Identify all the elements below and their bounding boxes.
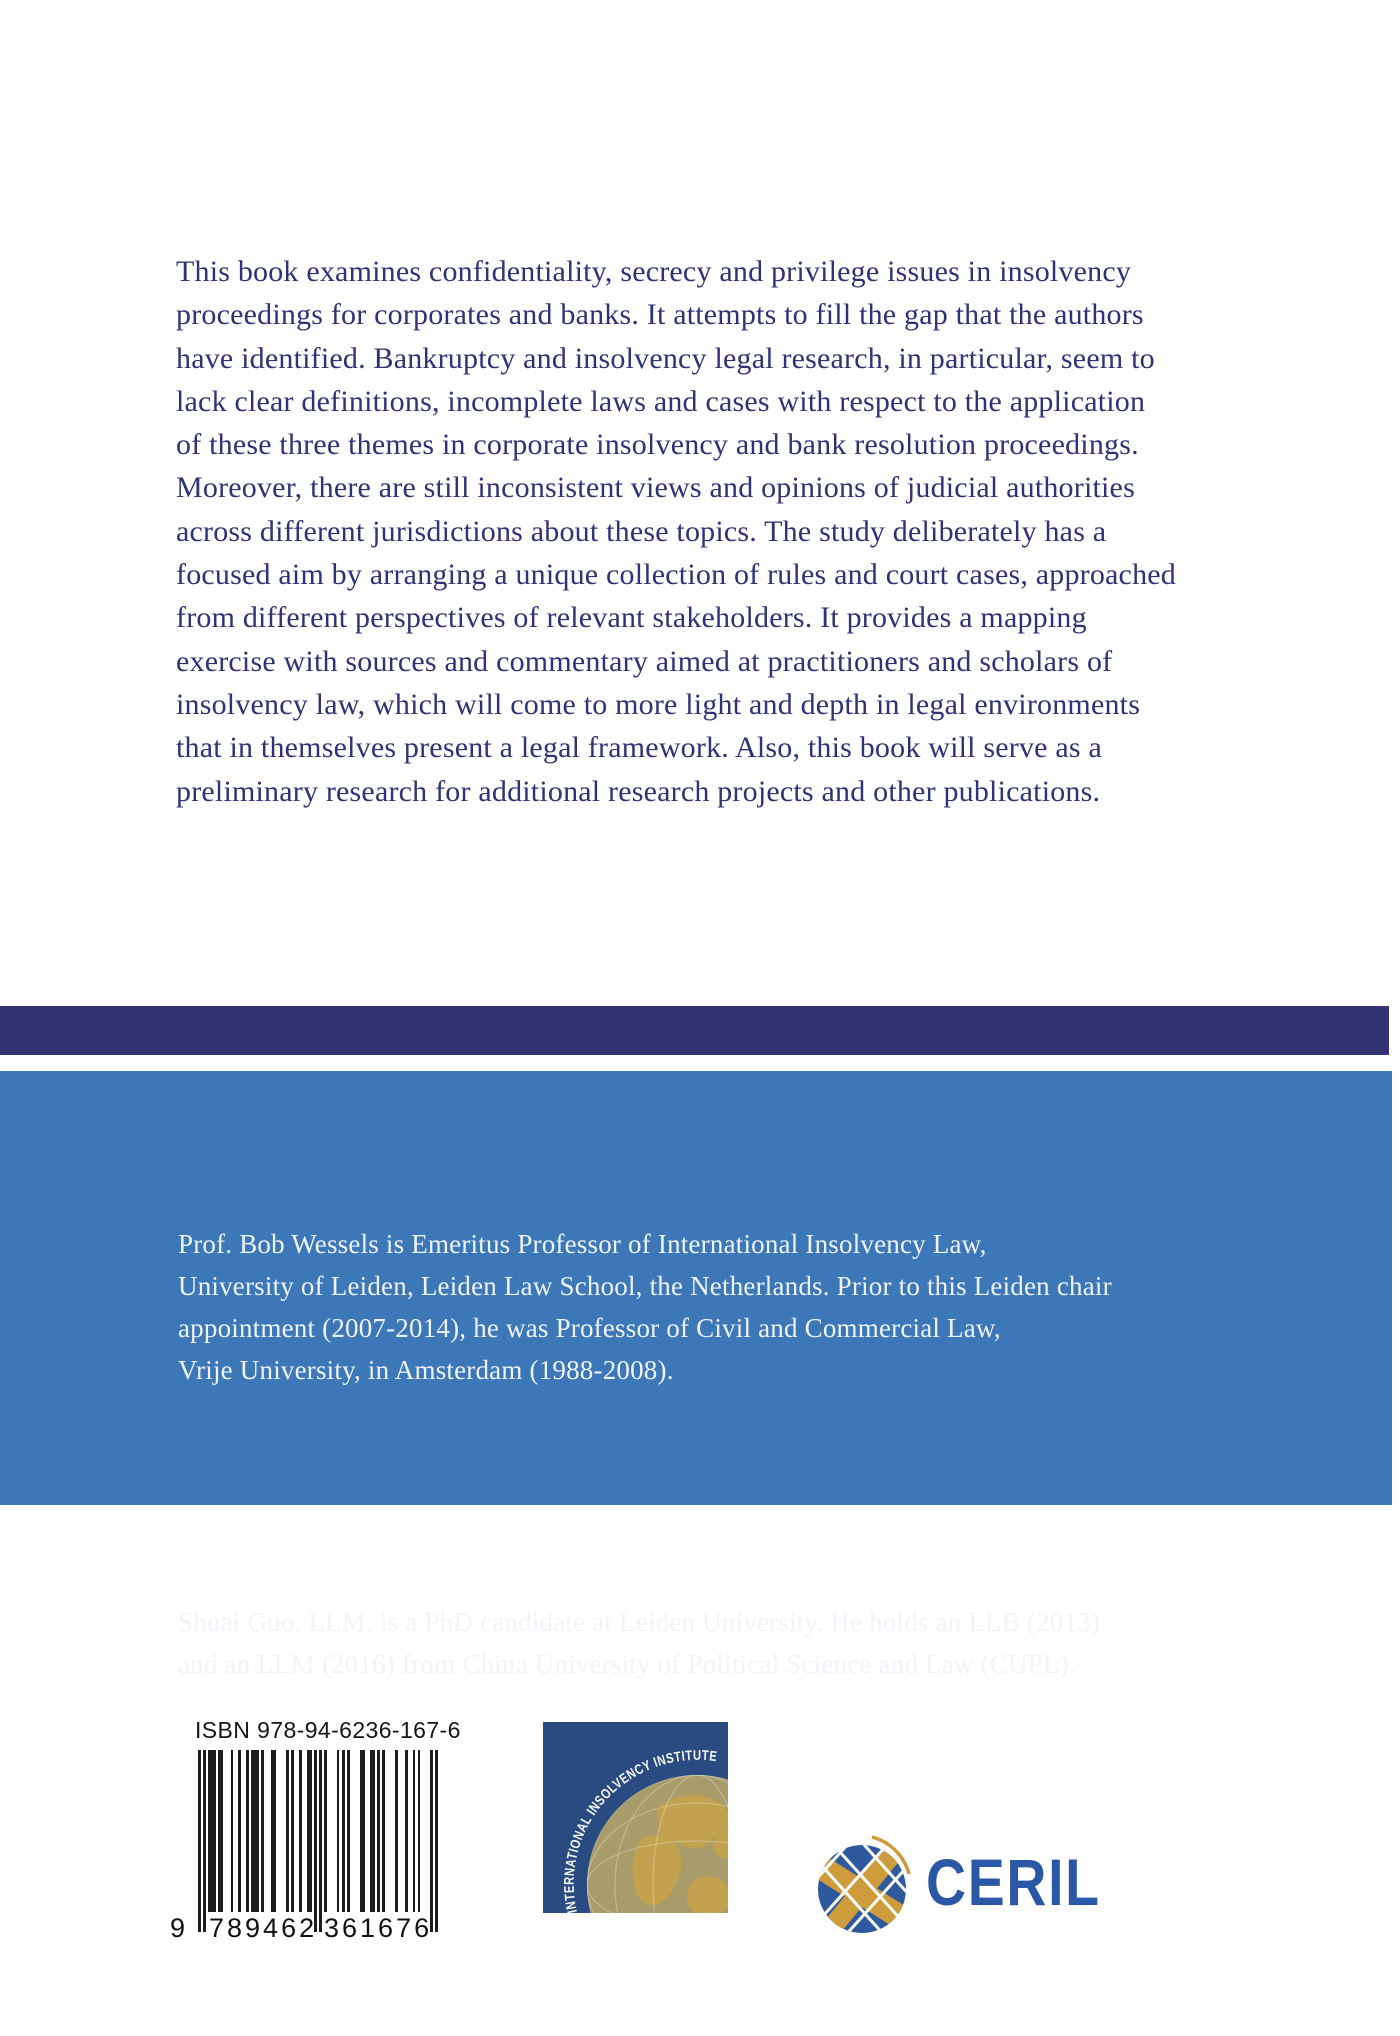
barcode-bar — [377, 1750, 380, 1912]
text-line: Vrije University, in Amsterdam (1988-2008). — [178, 1355, 674, 1385]
author-bios — [178, 1139, 1112, 1769]
barcode-bar — [299, 1750, 302, 1912]
barcode-bar — [342, 1750, 345, 1912]
barcode-digits-right: 361676 — [324, 1913, 433, 1943]
barcode-bar — [413, 1750, 416, 1912]
synopsis-paragraph — [176, 250, 1176, 813]
text-line: and an LLM (2016) from China University of Political Science and Law (CUPL). — [178, 1649, 1076, 1679]
text-line: preliminary research for additional research projects and other publications. — [176, 774, 1101, 808]
text-line: lack clear definitions, incomplete laws and cases with respect to the application — [176, 384, 1146, 418]
text-line: that in themselves present a legal framework. Also, this book will serve as a — [176, 731, 1103, 765]
barcode-bar — [261, 1750, 264, 1912]
barcode-bar — [337, 1750, 340, 1912]
barcode-bar — [218, 1750, 223, 1912]
barcode-bar — [430, 1750, 433, 1932]
barcode-bar — [435, 1750, 438, 1932]
text-line: insolvency law, which will come to more light and depth in legal environments — [176, 687, 1141, 721]
barcode-bar — [271, 1750, 276, 1912]
divider-band — [0, 1006, 1389, 1055]
isbn-label: ISBN 978-94-6236-167-6 — [195, 1717, 461, 1743]
text-line: University of Leiden, Leiden Law School, the Netherlands. Prior to this Leiden chair — [178, 1271, 1112, 1301]
barcode-bar — [418, 1750, 421, 1912]
barcode-bar — [251, 1750, 259, 1912]
barcode-bar — [246, 1750, 249, 1912]
barcode-bar — [395, 1750, 398, 1912]
international-insolvency-institute-logo — [543, 1722, 728, 1913]
text-line: exercise with sources and commentary aimed at practitioners and scholars of — [176, 644, 1113, 678]
text-line: Prof. Bob Wessels is Emeritus Professor of International Insolvency Law, — [178, 1229, 987, 1259]
text-line: have identified. Bankruptcy and insolvency legal research, in particular, seem to — [176, 341, 1155, 375]
text-line: This book examines confidentiality, secrecy and privilege issues in insolvency — [176, 255, 1132, 288]
text-line: across different jurisdictions about these topics. The study deliberately has a — [176, 514, 1107, 548]
text-line: of these three themes in corporate insolvency and bank resolution proceedings. — [176, 428, 1139, 462]
barcode-bar — [405, 1750, 408, 1912]
barcode-bar — [314, 1750, 317, 1932]
barcode-bar — [198, 1750, 201, 1932]
text-line: focused aim by arranging a unique collection of rules and court cases, approached — [176, 558, 1176, 592]
text-line: proceedings for corporates and banks. It attempts to fill the gap that the authors — [176, 298, 1144, 332]
barcode-bar — [360, 1750, 365, 1912]
barcode-bar — [319, 1750, 322, 1932]
ceril-wordmark: CERIL — [926, 1845, 1101, 1919]
barcode-bar — [286, 1750, 289, 1912]
barcode-bar — [203, 1750, 206, 1932]
ean-barcode — [198, 1750, 438, 1932]
barcode-digits-left: 789462 — [209, 1913, 318, 1943]
text-line: from different perspectives of relevant stakeholders. It provides a mapping — [176, 601, 1087, 635]
bio-paragraph-gap — [178, 1475, 1112, 1517]
barcode-bar — [238, 1750, 241, 1912]
barcode-bar — [208, 1750, 216, 1912]
author-bio-guo — [178, 1601, 1112, 1685]
text-line: Moreover, there are still inconsistent views and opinions of judicial authorities — [176, 471, 1135, 505]
iii-arc-text: INTERNATIONAL INSOLVENCY INSTITUTE — [560, 1746, 721, 1913]
barcode-bar — [324, 1750, 327, 1912]
ceril-globe-icon — [814, 1834, 914, 1940]
author-bio-wessels — [178, 1223, 1112, 1391]
barcode-bar — [307, 1750, 312, 1912]
text-line: Shuai Guo, LLM, is a PhD candidate at Leiden University. He holds an LLB (2013) — [178, 1607, 1101, 1637]
barcode-bar — [347, 1750, 350, 1912]
barcode-bar — [382, 1750, 385, 1912]
barcode-lead-digit: 9 — [170, 1913, 186, 1943]
text-line: appointment (2007-2014), he was Professor of Civil and Commercial Law, — [178, 1313, 1001, 1343]
barcode-bar — [370, 1750, 375, 1912]
barcode-bar — [291, 1750, 294, 1912]
barcode-bar — [231, 1750, 234, 1912]
